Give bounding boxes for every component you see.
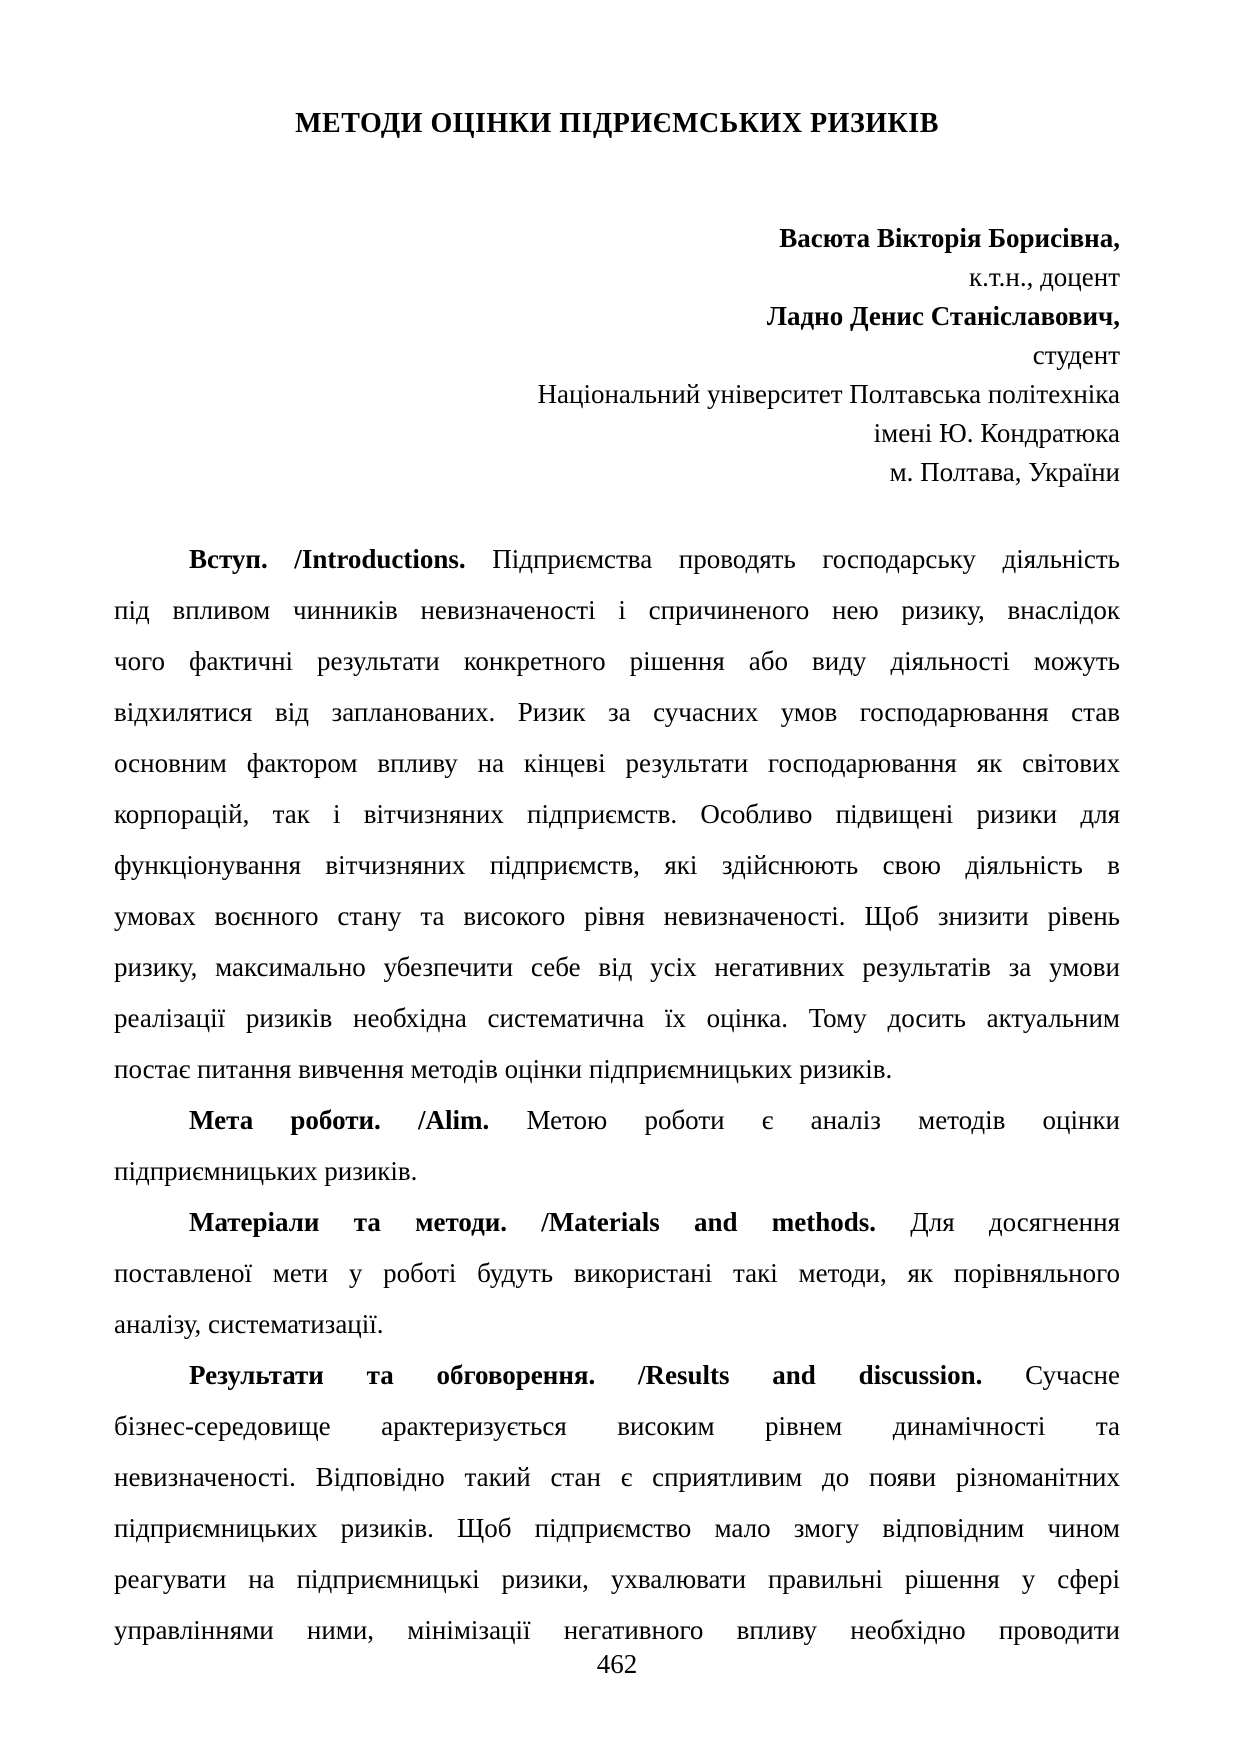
text-run: бізнес-середовище арактеризується високим рівнем динамічності та bbox=[114, 1411, 1120, 1441]
text-line bbox=[114, 840, 1120, 891]
text-line bbox=[114, 1503, 1120, 1554]
text-run: чого фактичні результати конкретного рішення або виду діяльності можуть bbox=[114, 646, 1120, 676]
section-heading-run: Вступ. /Introductions. bbox=[189, 544, 466, 574]
author-detail: студент bbox=[1032, 340, 1120, 370]
text-line bbox=[114, 1248, 1120, 1299]
text-run: постає питання вивчення методів оцінки підприємницьких ризиків. bbox=[114, 1054, 893, 1084]
text-line bbox=[114, 585, 1120, 636]
author-detail: імені Ю. Кондратюка bbox=[873, 418, 1120, 448]
author-block bbox=[114, 219, 1120, 492]
text-run: під впливом чинників невизначеності і спричиненого нею ризику, внаслідок bbox=[114, 595, 1120, 625]
text-run: Метою роботи є аналіз методів оцінки bbox=[489, 1105, 1120, 1135]
author-name: Васюта Вікторія Борисівна, bbox=[779, 223, 1120, 253]
document-body bbox=[114, 534, 1120, 1656]
text-run: підприємницьких ризиків. Щоб підприємство мало змогу відповідним чином bbox=[114, 1513, 1120, 1543]
text-run: невизначеності. Відповідно такий стан є сприятливим до появи різноманітних bbox=[114, 1462, 1120, 1492]
text-line bbox=[114, 1095, 1120, 1146]
section-heading-run: Результати та обговорення. /Results and discussion. bbox=[189, 1360, 983, 1390]
text-run: аналізу, систематизації. bbox=[114, 1309, 384, 1339]
section-heading-run: Матеріали та методи. /Materials and methods. bbox=[189, 1207, 877, 1237]
text-run: основним фактором впливу на кінцеві результати господарювання як світових bbox=[114, 748, 1120, 778]
text-run: управліннями ними, мінімізації негативного впливу необхідно проводити bbox=[114, 1615, 1120, 1645]
text-line bbox=[114, 1044, 1120, 1095]
text-run: ризику, максимально убезпечити себе від усіх негативних результатів за умови bbox=[114, 952, 1120, 982]
text-line bbox=[114, 1197, 1120, 1248]
author-detail: к.т.н., доцент bbox=[968, 262, 1120, 292]
text-run: реагувати на підприємницькі ризики, ухвалювати правильні рішення у сфері bbox=[114, 1564, 1120, 1594]
paragraph bbox=[114, 1350, 1120, 1656]
text-line bbox=[114, 1452, 1120, 1503]
text-run: поставленої мети у роботі будуть використані такі методи, як порівняльного bbox=[114, 1258, 1120, 1288]
text-run: умовах воєнного стану та високого рівня невизначеності. Щоб знизити рівень bbox=[114, 901, 1120, 931]
author-detail: м. Полтава, України bbox=[889, 457, 1120, 487]
text-line bbox=[114, 942, 1120, 993]
text-run: корпорацій, так і вітчизняних підприємств. Особливо підвищені ризики для bbox=[114, 799, 1120, 829]
text-run: реалізації ризиків необхідна систематична їх оцінка. Тому досить актуальним bbox=[114, 1003, 1120, 1033]
text-line bbox=[114, 1299, 1120, 1350]
author-name: Ладно Денис Станіславович, bbox=[766, 301, 1120, 331]
author-detail: Національний університет Полтавська політехніка bbox=[537, 379, 1120, 409]
text-line bbox=[114, 687, 1120, 738]
text-run: Для досягнення bbox=[876, 1207, 1120, 1237]
paragraph bbox=[114, 534, 1120, 1095]
text-run: підприємницьких ризиків. bbox=[114, 1156, 418, 1186]
text-line bbox=[114, 636, 1120, 687]
text-line bbox=[114, 993, 1120, 1044]
text-line bbox=[114, 789, 1120, 840]
page-title: МЕТОДИ ОЦІНКИ ПІДРИЄМСЬКИХ РИЗИКІВ bbox=[295, 108, 939, 139]
text-run: відхилятися від запланованих. Ризик за сучасних умов господарювання став bbox=[114, 697, 1120, 727]
paragraph bbox=[114, 1197, 1120, 1350]
text-line bbox=[114, 891, 1120, 942]
text-line bbox=[114, 1554, 1120, 1605]
page-number: 462 bbox=[596, 1649, 638, 1679]
text-run: Сучасне bbox=[982, 1360, 1120, 1390]
section-heading-run: Мета роботи. /Alim. bbox=[189, 1105, 490, 1135]
text-run: функціонування вітчизняних підприємств, які здійснюють свою діяльність в bbox=[114, 850, 1120, 880]
text-run: Підприємства проводять господарську діяльність bbox=[465, 544, 1120, 574]
text-line bbox=[114, 1350, 1120, 1401]
text-line bbox=[114, 1401, 1120, 1452]
text-line bbox=[114, 534, 1120, 585]
paragraph bbox=[114, 1095, 1120, 1197]
text-line bbox=[114, 738, 1120, 789]
text-line bbox=[114, 1146, 1120, 1197]
